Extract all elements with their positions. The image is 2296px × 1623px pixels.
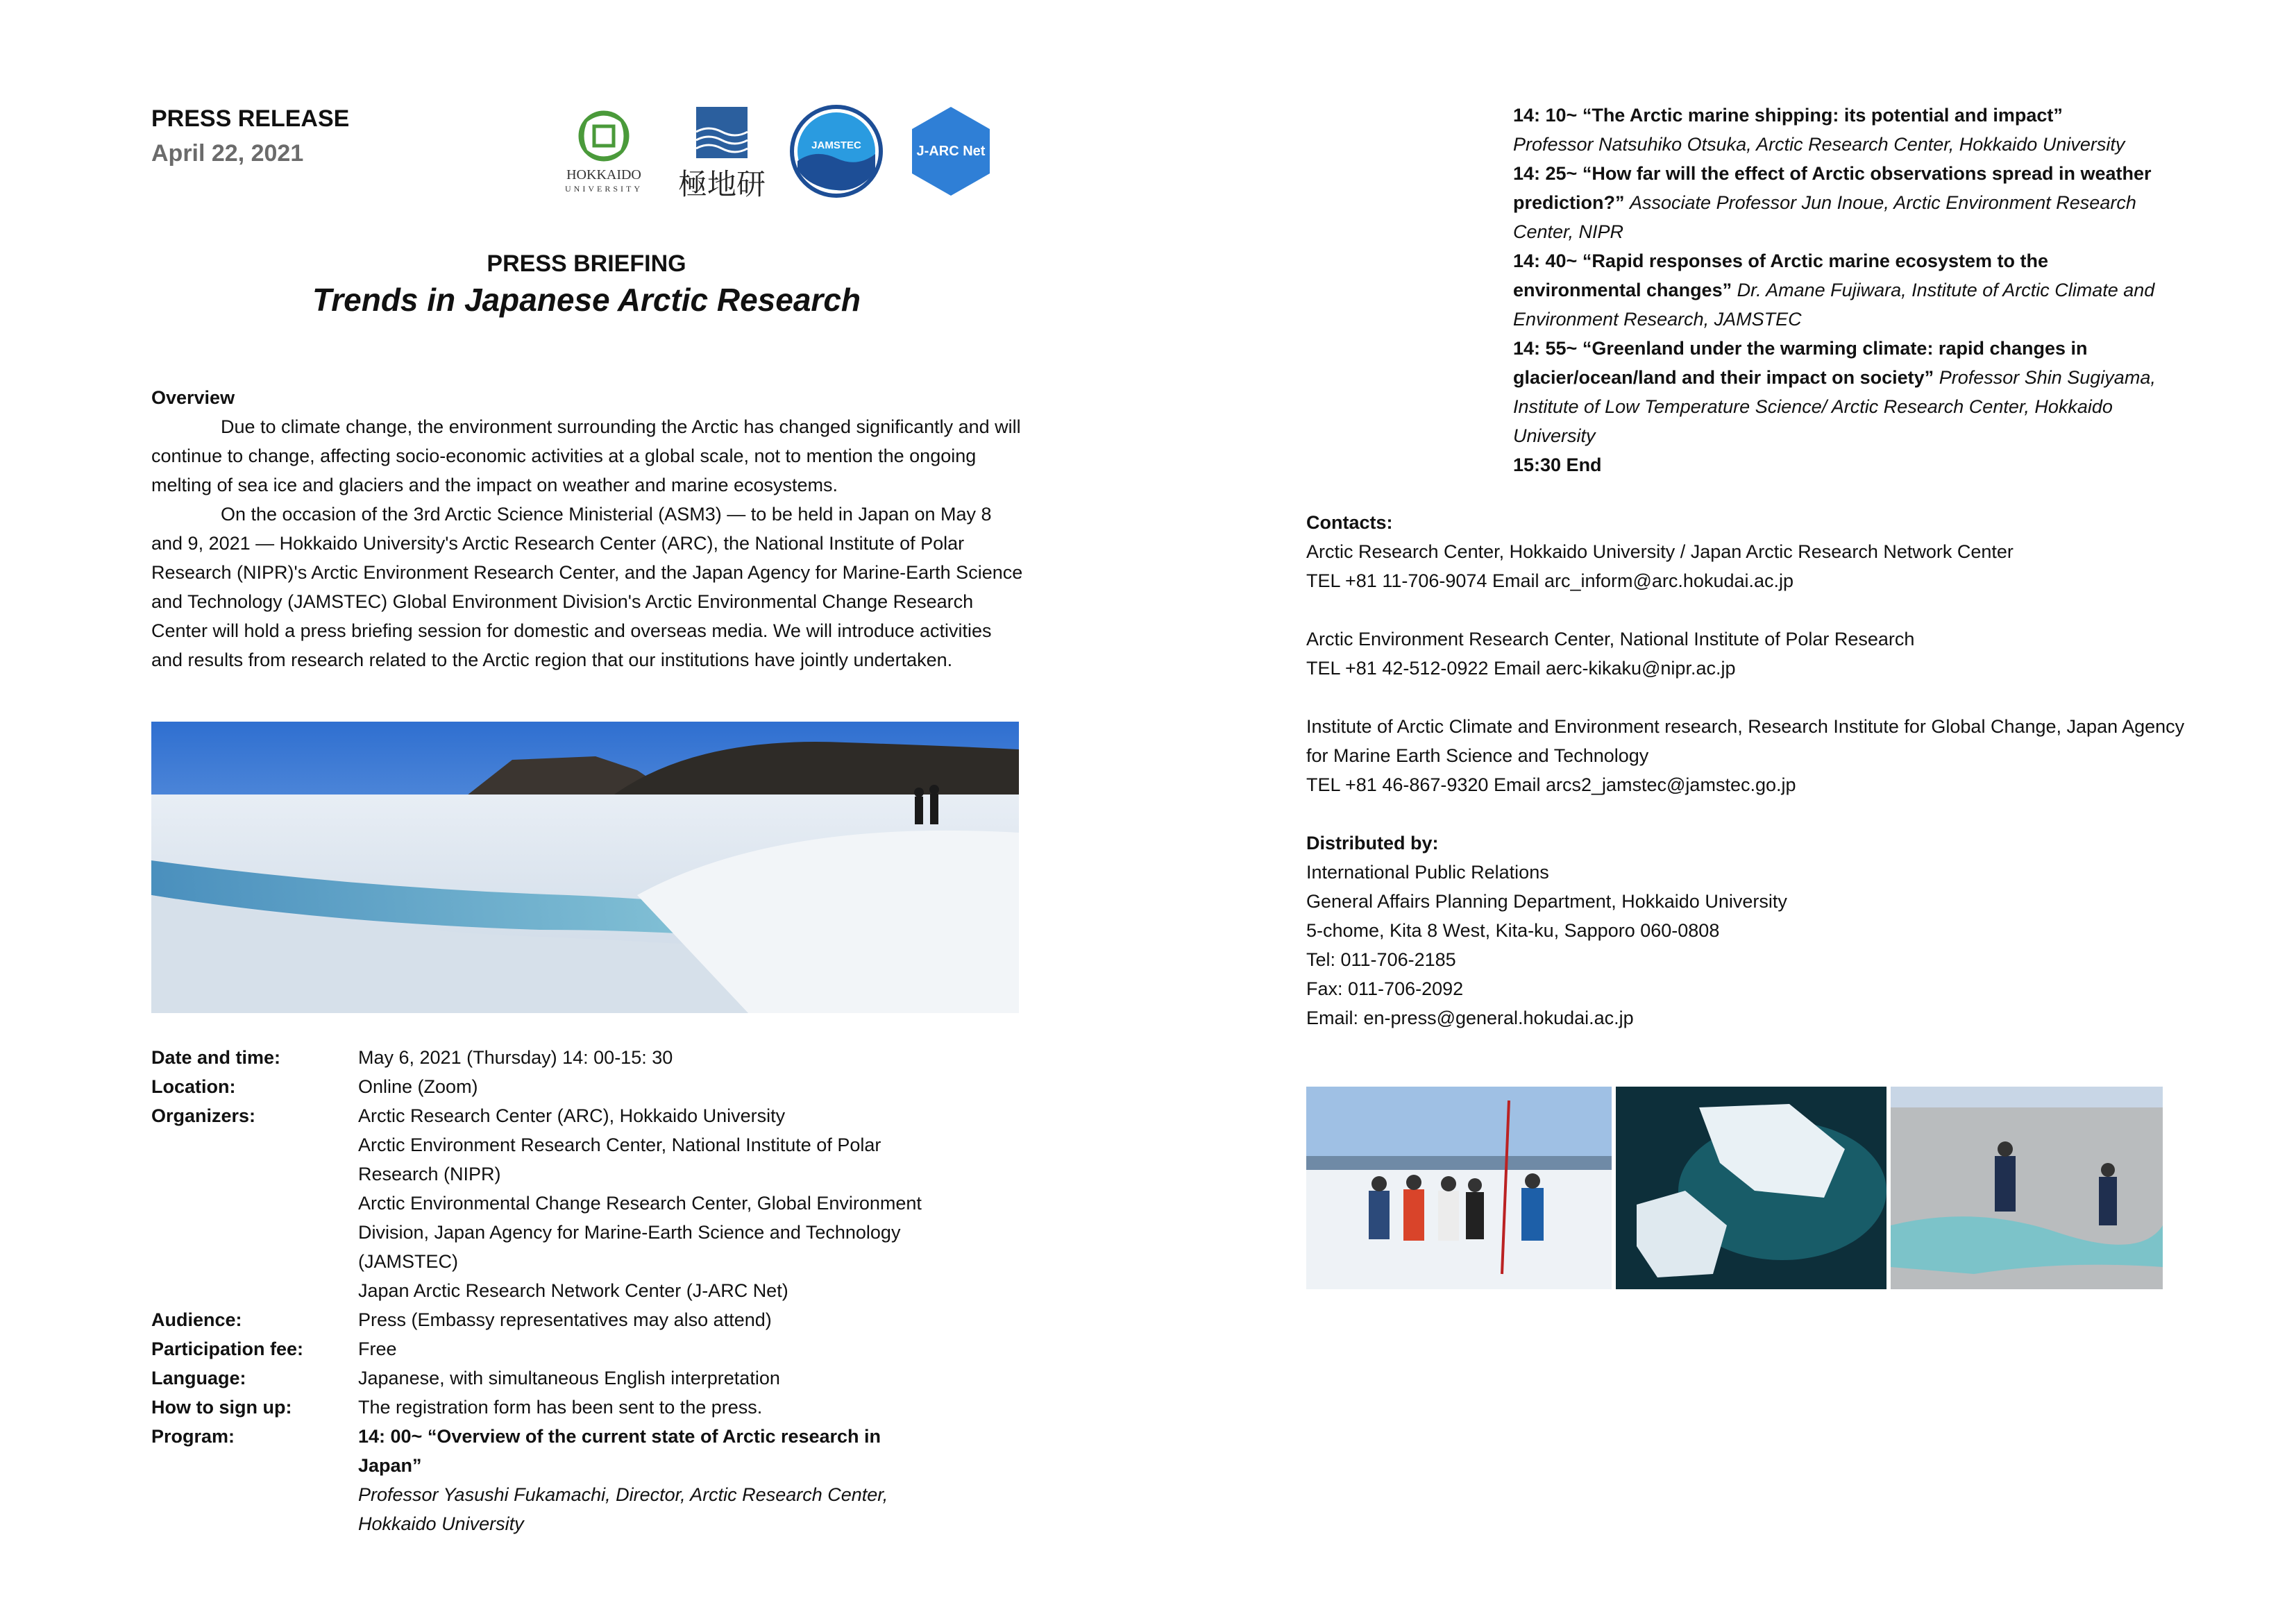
jamstec-globe-icon <box>788 103 885 200</box>
jarc-net-hexagon-icon <box>902 103 999 200</box>
organizer-item: Arctic Environment Research Center, National Institute of Polar Research (NIPR) <box>358 1135 881 1184</box>
distributed-line: Tel: 011-706-2185 <box>1306 949 1456 970</box>
hokkaido-logo <box>555 103 652 200</box>
detail-row-location <box>151 1072 1026 1101</box>
program-item-title: 14: 10~ “The Arctic marine shipping: its potential and impact” <box>1513 105 2063 126</box>
contact-name: Institute of Arctic Climate and Environment research, Research Institute for Global Change, Japan Agency for Marine Earth Science and Technology <box>1306 716 2185 766</box>
program-first-item <box>358 1422 1026 1538</box>
audience-value: Press (Embassy representatives may also attend) <box>358 1309 772 1330</box>
hokkaido-emblem-icon <box>555 103 652 200</box>
fee-value: Free <box>358 1339 397 1359</box>
briefing-heading <box>149 248 1024 321</box>
jarc-net-logo-text: J-ARC Net <box>916 144 986 159</box>
contacts-heading: Contacts: <box>1306 512 1393 533</box>
organizers-list <box>358 1101 1026 1305</box>
contact-tel-email: TEL +81 46-867-9320 Email arcs2_jamstec@jamstec.go.jp <box>1306 774 1796 795</box>
briefing-kicker: PRESS BRIEFING <box>487 250 686 277</box>
program-item-title: 14: 40~ “Rapid responses of Arctic marine ecosystem to the environmental changes” <box>1513 250 2049 300</box>
program-label: Program: <box>151 1426 235 1447</box>
distributed-line: Fax: 011-706-2092 <box>1306 978 1464 999</box>
language-value: Japanese, with simultaneous English interpretation <box>358 1368 780 1388</box>
overview-heading: Overview <box>151 387 235 408</box>
signup-label: How to sign up: <box>151 1397 292 1418</box>
distributed-line: General Affairs Planning Department, Hokkaido University <box>1306 891 1787 912</box>
program-item <box>1513 101 2179 159</box>
organizers-label: Organizers: <box>151 1105 256 1126</box>
detail-row-language <box>151 1363 1026 1393</box>
jamstec-logo <box>788 103 885 200</box>
detail-row-date <box>151 1043 1026 1072</box>
signup-value: The registration form has been sent to the press. <box>358 1397 763 1418</box>
program-item-title: 14: 00~ “Overview of the current state of Arctic research in Japan” <box>358 1426 881 1476</box>
detail-row-program <box>151 1422 1026 1538</box>
nipr-wave-icon <box>670 104 774 201</box>
contact-tel-email: TEL +81 11-706-9074 Email arc_inform@arc.hokudai.ac.jp <box>1306 570 1794 591</box>
hokkaido-logo-subtext: UNIVERSITY <box>565 184 643 194</box>
glacier-photo <box>151 722 1019 1013</box>
location-value: Online (Zoom) <box>358 1076 478 1097</box>
detail-row-fee <box>151 1334 1026 1363</box>
distributed-line: 5-chome, Kita 8 West, Kita-ku, Sapporo 060-0808 <box>1306 920 1720 941</box>
organizer-item: Japan Arctic Research Network Center (J-ARC Net) <box>358 1280 788 1301</box>
photo-researchers-meltwater <box>1891 1087 2163 1289</box>
language-label: Language: <box>151 1368 246 1388</box>
program-item-speaker: Associate Professor Jun Inoue, Arctic Environment Research Center, NIPR <box>1513 192 2136 242</box>
fee-label: Participation fee: <box>151 1339 304 1359</box>
hokkaido-logo-text: HOKKAIDO <box>566 167 641 182</box>
distributed-line: International Public Relations <box>1306 862 1549 883</box>
detail-row-audience <box>151 1305 1026 1334</box>
program-item <box>1513 246 2179 334</box>
jamstec-logo-text: JAMSTEC <box>811 139 861 151</box>
jarc-net-logo <box>902 103 999 200</box>
nipr-logo <box>670 104 774 201</box>
contact-name: Arctic Research Center, Hokkaido University / Japan Arctic Research Network Center <box>1306 541 2014 562</box>
distributed-heading: Distributed by: <box>1306 833 1439 853</box>
detail-row-organizers <box>151 1101 1026 1305</box>
contacts-section <box>1306 508 2195 1033</box>
program-item-title: 14: 55~ “Greenland under the warming climate: rapid changes in glacier/ocean/land and their impact on society” <box>1513 338 2088 388</box>
location-label: Location: <box>151 1076 236 1097</box>
program-item-speaker: Professor Shin Sugiyama, Institute of Low Temperature Science/ Arctic Research Center, Hokkaido University <box>1513 367 2156 446</box>
detail-row-signup <box>151 1393 1026 1422</box>
program-item-title: 14: 25~ “How far will the effect of Arctic observations spread in weather prediction?” <box>1513 163 2152 213</box>
nipr-logo-text: 極地研 <box>677 167 766 201</box>
program-continued <box>1513 101 2179 479</box>
organizer-item: Arctic Environmental Change Research Center, Global Environment Division, Japan Agency for Marine-Earth Science and Technology (JAMSTEC) <box>358 1193 922 1272</box>
program-end: 15:30 End <box>1513 454 1602 475</box>
contact-name: Arctic Environment Research Center, National Institute of Polar Research <box>1306 629 1915 649</box>
organizer-item: Arctic Research Center (ARC), Hokkaido University <box>358 1105 786 1126</box>
overview-paragraph-1: Due to climate change, the environment surrounding the Arctic has changed significantly and will continue to change, affecting socio-economic activities at a global scale, not to mention the ongoing melting of sea ice and glaciers and the impact on weather and marine ecosystems. <box>151 416 1021 495</box>
date-label: Date and time: <box>151 1047 281 1068</box>
program-item-speaker: Professor Yasushi Fukamachi, Director, Arctic Research Center, Hokkaido University <box>358 1484 888 1534</box>
audience-label: Audience: <box>151 1309 242 1330</box>
contact-tel-email: TEL +81 42-512-0922 Email aerc-kikaku@nipr.ac.jp <box>1306 658 1736 679</box>
overview-paragraph-2: On the occasion of the 3rd Arctic Science Ministerial (ASM3) — to be held in Japan on May 8 and 9, 2021 — Hokkaido University's Arctic Research Center (ARC), the National Institute of Polar Research (NIPR)'s Arctic Environment Research Center, and the Japan Agency for Marine-Earth Science and Technology (JAMSTEC) Global Environment Division's Arctic Environmental Change Research Center will hold a press briefing session for domestic and overseas media. We will introduce activities and results from research related to the Arctic region that our institutions have jointly undertaken. <box>151 504 1023 670</box>
program-item <box>1513 334 2179 450</box>
photo-icebergs-aerial <box>1616 1087 1886 1289</box>
program-item-speaker: Dr. Amane Fujiwara, Institute of Arctic Climate and Environment Research, JAMSTEC <box>1513 280 2155 330</box>
distributed-line: Email: en-press@general.hokudai.ac.jp <box>1306 1008 1634 1028</box>
release-date: April 22, 2021 <box>151 140 304 167</box>
photo-researchers-snow <box>1306 1087 1612 1289</box>
overview-section <box>151 383 1027 674</box>
press-release-label: PRESS RELEASE <box>151 105 350 132</box>
program-item-speaker: Professor Natsuhiko Otsuka, Arctic Research Center, Hokkaido University <box>1513 134 2125 155</box>
program-item <box>1513 159 2179 246</box>
briefing-title: Trends in Japanese Arctic Research <box>312 282 861 318</box>
date-value: May 6, 2021 (Thursday) 14: 00-15: 30 <box>358 1047 673 1068</box>
event-details <box>151 1043 1026 1538</box>
